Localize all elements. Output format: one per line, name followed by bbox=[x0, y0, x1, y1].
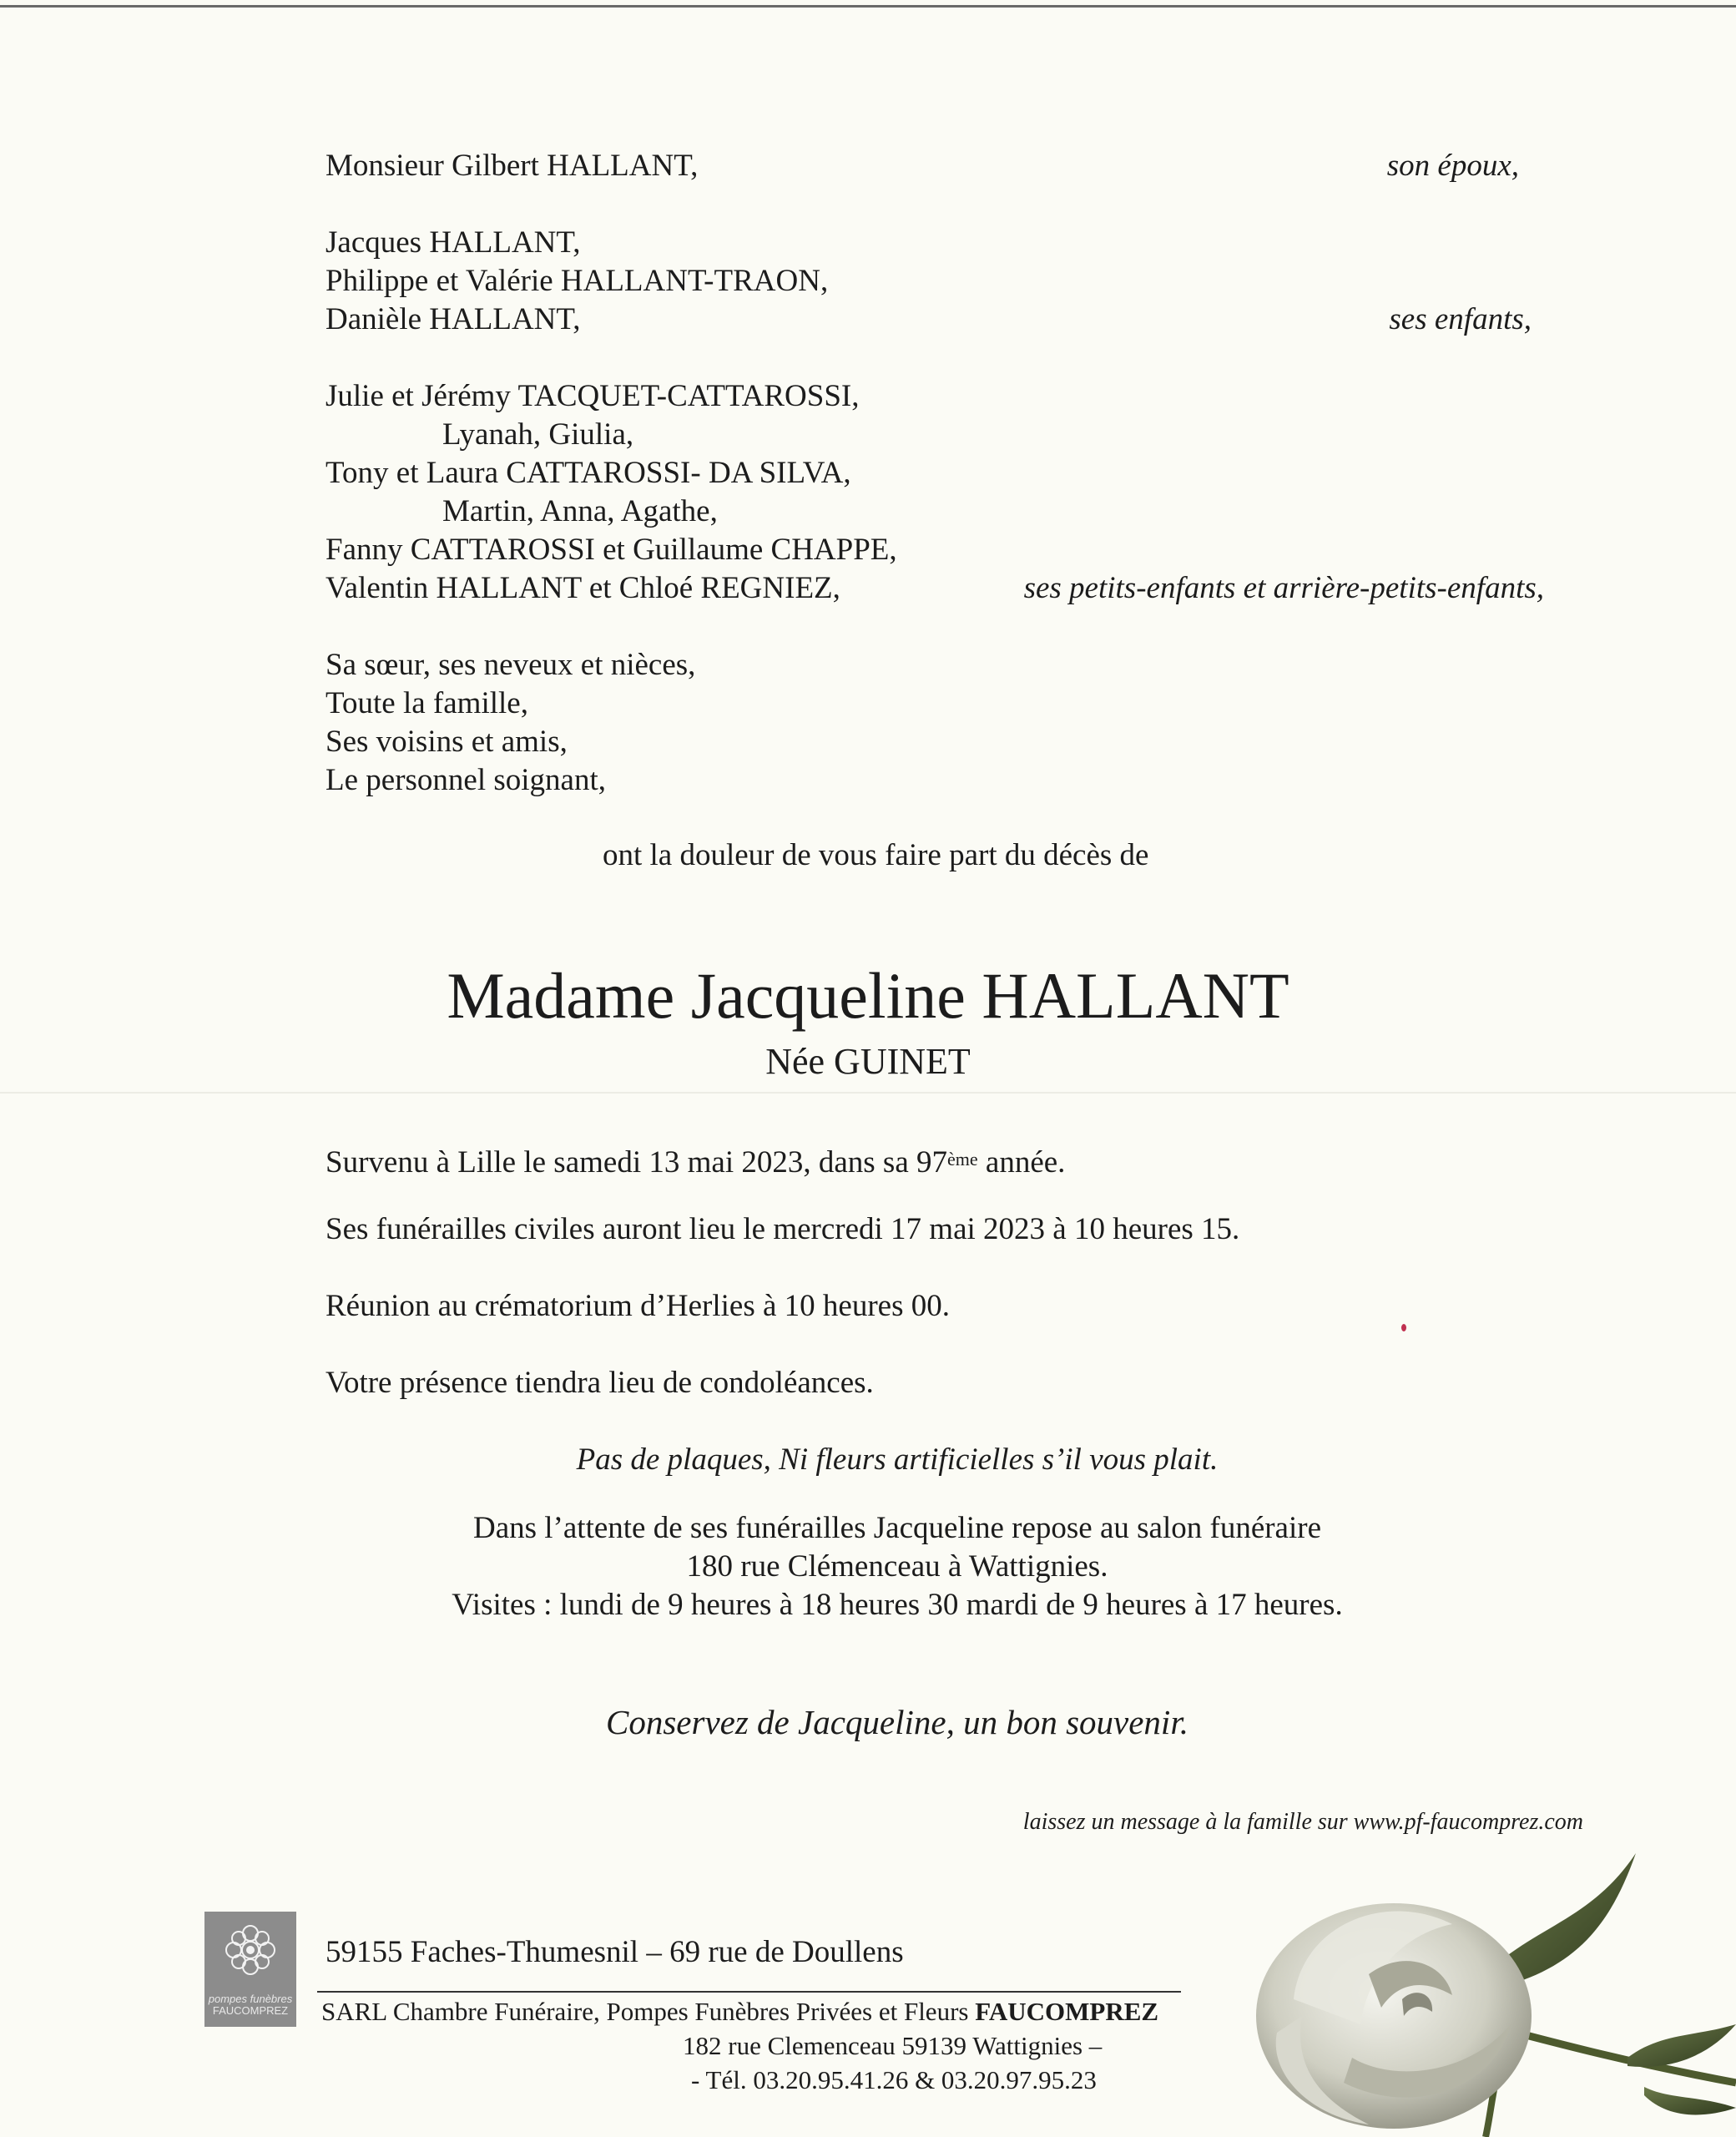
maiden-name: Née GUINET bbox=[765, 1041, 971, 1082]
faucomprez-logo bbox=[204, 1912, 296, 2027]
visits-line: Visites : lundi de 9 heures à 18 heures 30 mardi de 9 heures à 17 heures. bbox=[452, 1588, 1343, 1622]
fold-line bbox=[0, 1092, 1736, 1094]
funeral-details: Ses funérailles civiles auront lieu le mercredi 17 mai 2023 à 10 heures 15. bbox=[326, 1212, 1240, 1246]
scan-edge-line bbox=[0, 5, 1736, 8]
child-name: Jacques HALLANT, bbox=[326, 225, 581, 260]
other-mourner: Ses voisins et amis, bbox=[326, 725, 568, 759]
other-mourner: Toute la famille, bbox=[326, 686, 528, 720]
death-text-end: année. bbox=[977, 1145, 1066, 1180]
other-mourner: Le personnel soignant, bbox=[326, 763, 606, 797]
grandchild-line: Lyanah, Giulia, bbox=[442, 417, 634, 452]
ordinal-suffix: ème bbox=[947, 1149, 978, 1170]
company-name: FAUCOMPREZ bbox=[975, 1997, 1159, 2026]
scan-speck bbox=[1401, 1324, 1406, 1331]
no-flowers-note: Pas de plaques, Ni fleurs artificielles s’il vous plait. bbox=[576, 1442, 1219, 1477]
grandchild-line: Martin, Anna, Agathe, bbox=[442, 494, 718, 528]
deceased-name: Madame Jacqueline HALLANT bbox=[447, 959, 1289, 1032]
spouse-name: Monsieur Gilbert HALLANT, bbox=[326, 149, 699, 183]
meeting-details: Réunion au crématorium d’Herlies à 10 heures 00. bbox=[326, 1289, 950, 1323]
logo-line: FAUCOMPREZ bbox=[212, 2004, 289, 2017]
footer-divider bbox=[317, 1991, 1181, 1993]
child-name: Danièle HALLANT, bbox=[326, 302, 581, 336]
death-details bbox=[326, 1144, 1065, 1182]
closing-line: Conservez de Jacqueline, un bon souvenir. bbox=[606, 1703, 1188, 1741]
grandchild-line: Fanny CATTAROSSI et Guillaume CHAPPE, bbox=[326, 533, 897, 567]
white-rose-image bbox=[1244, 1807, 1736, 2137]
footer-address: 59155 Faches-Thumesnil – 69 rue de Doullens bbox=[326, 1935, 904, 1969]
grandchild-line: Tony et Laura CATTAROSSI- DA SILVA, bbox=[326, 456, 851, 490]
grandchild-line: Valentin HALLANT et Chloé REGNIEZ, bbox=[326, 571, 840, 605]
intro-line: ont la douleur de vous faire part du décès de bbox=[603, 838, 1149, 872]
grandchildren-relation: ses petits-enfants et arrière-petits-enfants, bbox=[1023, 571, 1544, 605]
death-text: Survenu à Lille le samedi 13 mai 2023, dans sa 97 bbox=[326, 1145, 947, 1180]
repose-line: Dans l’attente de ses funérailles Jacqueline repose au salon funéraire bbox=[472, 1511, 1322, 1545]
grandchild-line: Julie et Jérémy TACQUET-CATTAROSSI, bbox=[326, 379, 860, 413]
company-address: 182 rue Clemenceau 59139 Wattignies – bbox=[683, 2031, 1103, 2060]
website-note: laissez un message à la famille sur www.pf-faucomprez.com bbox=[1022, 1809, 1583, 1835]
logo-caption bbox=[204, 1993, 296, 2017]
repose-line: 180 rue Clémenceau à Wattignies. bbox=[686, 1549, 1108, 1584]
child-name: Philippe et Valérie HALLANT-TRAON, bbox=[326, 264, 829, 298]
flower-logo-icon bbox=[222, 1922, 279, 1978]
spouse-relation: son époux, bbox=[1386, 149, 1519, 183]
condolences-note: Votre présence tiendra lieu de condoléances. bbox=[326, 1366, 874, 1400]
company-phones: - Tél. 03.20.95.41.26 & 03.20.97.95.23 bbox=[691, 2065, 1097, 2094]
other-mourner: Sa sœur, ses neveux et nièces, bbox=[326, 648, 696, 682]
company-line bbox=[321, 1995, 1158, 2028]
logo-line: pompes funèbres bbox=[208, 1993, 293, 2005]
company-prefix: SARL Chambre Funéraire, Pompes Funèbres Privées et Fleurs bbox=[321, 1997, 976, 2026]
children-relation: ses enfants, bbox=[1389, 302, 1532, 336]
